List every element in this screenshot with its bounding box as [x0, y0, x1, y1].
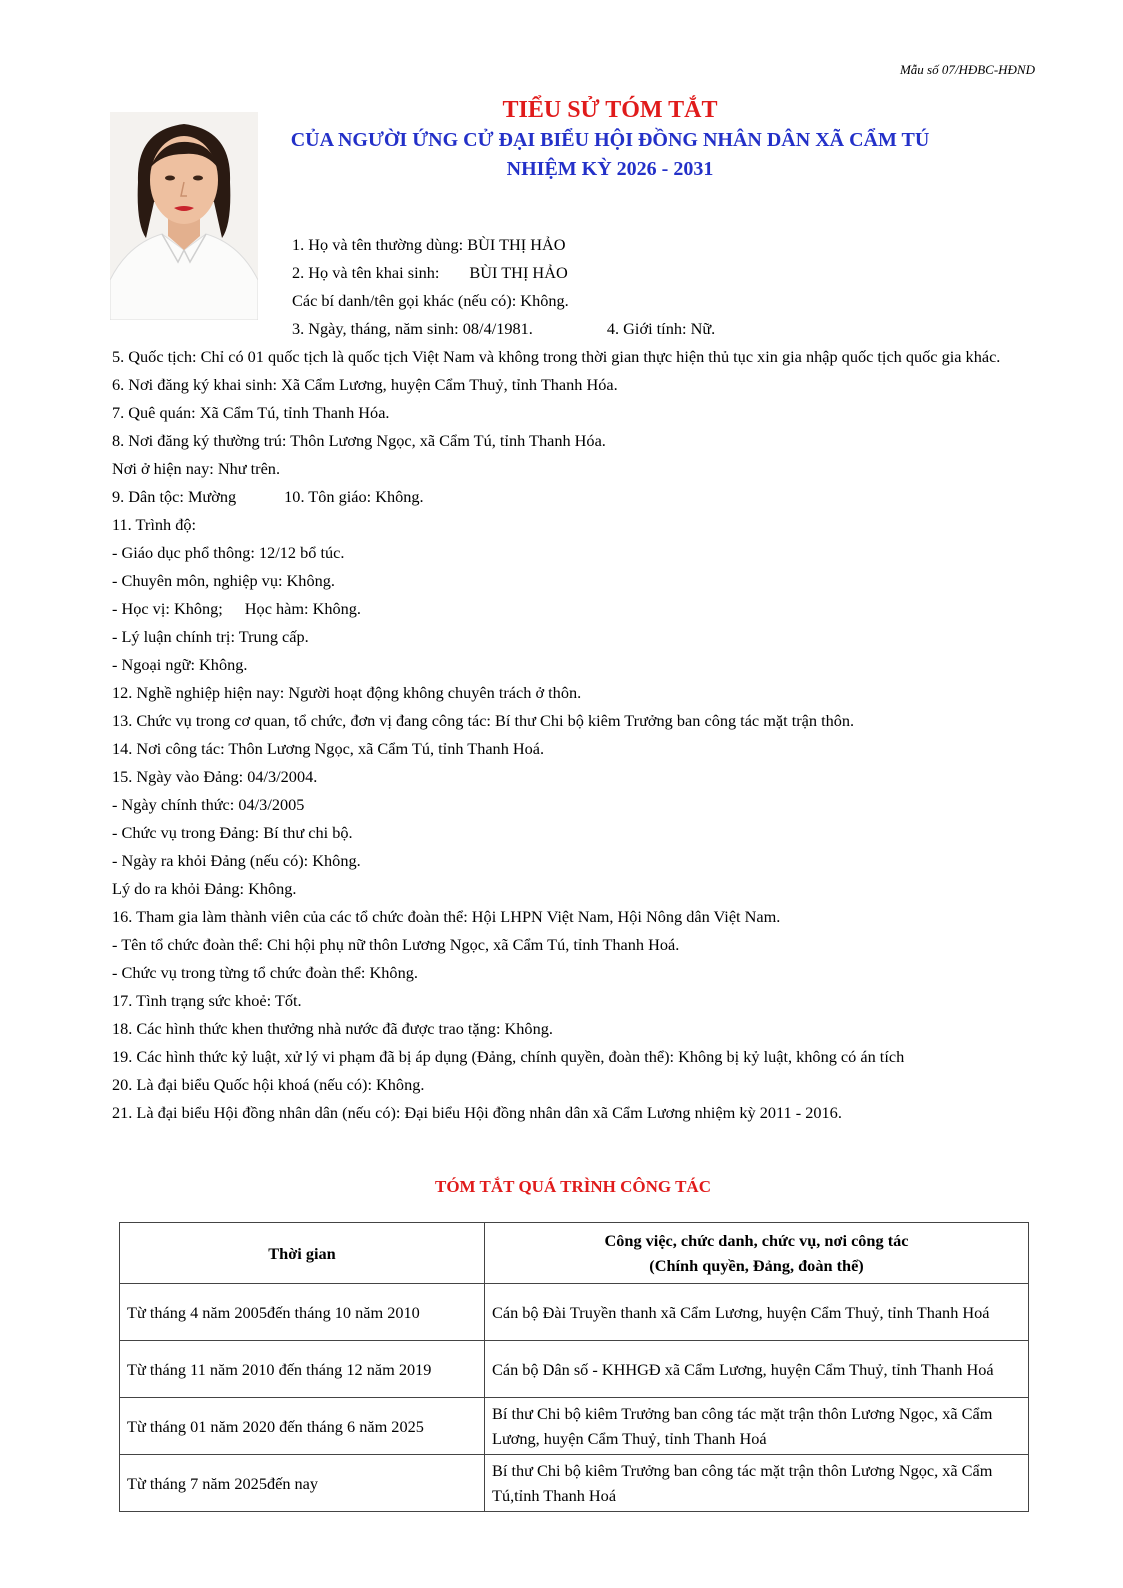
career-work: Bí thư Chi bộ kiêm Trưởng ban công tác mặt trận thôn Lương Ngọc, xã Cẩm Lương, huyện Cẩm Thuỷ, tỉnh Thanh Hoá: [485, 1398, 1029, 1455]
religion: 10. Tôn giáo: Không.: [284, 487, 424, 506]
ethnicity: 9. Dân tộc: Mường: [112, 487, 237, 506]
party-leave-date: - Ngày ra khỏi Đảng (nếu có): Không.: [112, 851, 361, 870]
title-line-1: TIỂU SỬ TÓM TẮT: [502, 97, 718, 123]
career-section-title: TÓM TẮT QUÁ TRÌNH CÔNG TÁC: [435, 1177, 711, 1196]
national-assembly: 20. Là đại biểu Quốc hội khoá (nếu có): Không.: [112, 1075, 425, 1094]
table-row: [120, 1455, 1029, 1512]
table-row: [120, 1398, 1029, 1455]
common-name: 1. Họ và tên thường dùng: BÙI THỊ HẢO: [292, 235, 566, 254]
career-work: Cán bộ Đài Truyền thanh xã Cẩm Lương, huyện Cẩm Thuỷ, tỉnh Thanh Hoá: [485, 1284, 1029, 1341]
career-work: Bí thư Chi bộ kiêm Trưởng ban công tác mặt trận thôn Lương Ngọc, xã Cẩm Tú,tỉnh Thanh Hoá: [485, 1455, 1029, 1512]
education-heading: 11. Trình độ:: [112, 515, 196, 534]
career-work: Cán bộ Dân số - KHHGĐ xã Cẩm Lương, huyện Cẩm Thuỷ, tỉnh Thanh Hoá: [485, 1341, 1029, 1398]
council-membership: 21. Là đại biểu Hội đồng nhân dân (nếu có): Đại biểu Hội đồng nhân dân xã Cẩm Lương nhiệm kỳ 2011 - 2016.: [112, 1103, 842, 1122]
biography-content: [112, 231, 1035, 1127]
career-time: Từ tháng 4 năm 2005đến tháng 10 năm 2010: [120, 1284, 485, 1341]
organization-name: - Tên tổ chức đoàn thể: Chi hội phụ nữ thôn Lương Ngọc, xã Cẩm Tú, tỉnh Thanh Hoá.: [112, 935, 680, 954]
party-position: - Chức vụ trong Đảng: Bí thư chi bộ.: [112, 823, 353, 842]
discipline: 19. Các hình thức kỷ luật, xử lý vi phạm đã bị áp dụng (Đảng, chính quyền, đoàn thể): Không bị kỷ luật, không có án tích: [112, 1047, 905, 1066]
table-row: [120, 1341, 1029, 1398]
workplace: 14. Nơi công tác: Thôn Lương Ngọc, xã Cẩm Tú, tỉnh Thanh Hoá.: [112, 739, 545, 758]
awards: 18. Các hình thức khen thưởng nhà nước đã được trao tặng: Không.: [112, 1019, 553, 1038]
career-time: Từ tháng 01 năm 2020 đến tháng 6 năm 2025: [120, 1398, 485, 1455]
header-work-line-1: Công việc, chức danh, chức vụ, nơi công tác: [604, 1231, 909, 1250]
document-title: [240, 94, 980, 184]
header-work-line-2: (Chính quyền, Đảng, đoàn thể): [649, 1256, 864, 1275]
health-status: 17. Tình trạng sức khoẻ: Tốt.: [112, 991, 302, 1010]
current-residence: Nơi ở hiện nay: Như trên.: [112, 459, 281, 478]
current-job: 12. Nghề nghiệp hiện nay: Người hoạt động không chuyên trách ở thôn.: [112, 683, 582, 702]
political-theory: - Lý luận chính trị: Trung cấp.: [112, 627, 309, 646]
nationality: 5. Quốc tịch: Chỉ có 01 quốc tịch là quốc tịch Việt Nam và không trong thời gian thực hiện thủ tục xin gia nhập quốc tịch quốc gia khác.: [112, 347, 1001, 366]
academic-degree: - Học vị: Không;: [112, 599, 223, 618]
foreign-language: - Ngoại ngữ: Không.: [112, 655, 248, 674]
birth-name: [112, 259, 1035, 287]
birth-name-label: 2. Họ và tên khai sinh:: [292, 263, 440, 282]
form-code: Mẫu số 07/HĐBC-HĐND: [899, 62, 1035, 77]
party-join-date: 15. Ngày vào Đảng: 04/3/2004.: [112, 767, 318, 786]
dob-gender-row: [112, 315, 1035, 343]
alias: Các bí danh/tên gọi khác (nếu có): Không.: [292, 291, 569, 310]
title-line-2: CỦA NGƯỜI ỨNG CỬ ĐẠI BIỂU HỘI ĐỒNG NHÂN DÂN XÃ CẨM TÚ: [290, 129, 930, 151]
title-line-3: NHIỆM KỲ 2026 - 2031: [506, 158, 714, 180]
date-of-birth: 3. Ngày, tháng, năm sinh: 08/4/1981.: [292, 319, 533, 338]
ethnic-religion-row: [112, 483, 1035, 511]
hometown: 7. Quê quán: Xã Cẩm Tú, tỉnh Thanh Hóa.: [112, 403, 390, 422]
party-leave-reason: Lý do ra khỏi Đảng: Không.: [112, 879, 297, 898]
organization-position: - Chức vụ trong từng tổ chức đoàn thể: Không.: [112, 963, 418, 982]
career-time: Từ tháng 7 năm 2025đến nay: [120, 1455, 485, 1512]
birth-registration: 6. Nơi đăng ký khai sinh: Xã Cẩm Lương, huyện Cẩm Thuỷ, tỉnh Thanh Hóa.: [112, 375, 618, 394]
degree-row: [112, 595, 1035, 623]
current-position: 13. Chức vụ trong cơ quan, tổ chức, đơn vị đang công tác: Bí thư Chi bộ kiêm Trưởng ban công tác mặt trận thôn.: [112, 711, 855, 730]
party-official-date: - Ngày chính thức: 04/3/2005: [112, 795, 305, 814]
permanent-residence: 8. Nơi đăng ký thường trú: Thôn Lương Ngọc, xã Cẩm Tú, tỉnh Thanh Hóa.: [112, 431, 606, 450]
header-time: Thời gian: [120, 1223, 485, 1284]
career-table: [119, 1222, 1029, 1512]
header-work: [485, 1223, 1029, 1284]
gender: 4. Giới tính: Nữ.: [606, 319, 716, 338]
career-table-header: [120, 1223, 1029, 1284]
academic-title: Học hàm: Không.: [244, 599, 362, 618]
general-education: - Giáo dục phổ thông: 12/12 bổ túc.: [112, 543, 345, 562]
table-row: [120, 1284, 1029, 1341]
birth-name-value: BÙI THỊ HẢO: [469, 263, 568, 282]
organizations: 16. Tham gia làm thành viên của các tổ chức đoàn thể: Hội LHPN Việt Nam, Hội Nông dân Việt Nam.: [112, 907, 781, 926]
professional-education: - Chuyên môn, nghiệp vụ: Không.: [112, 571, 335, 590]
career-time: Từ tháng 11 năm 2010 đến tháng 12 năm 2019: [120, 1341, 485, 1398]
